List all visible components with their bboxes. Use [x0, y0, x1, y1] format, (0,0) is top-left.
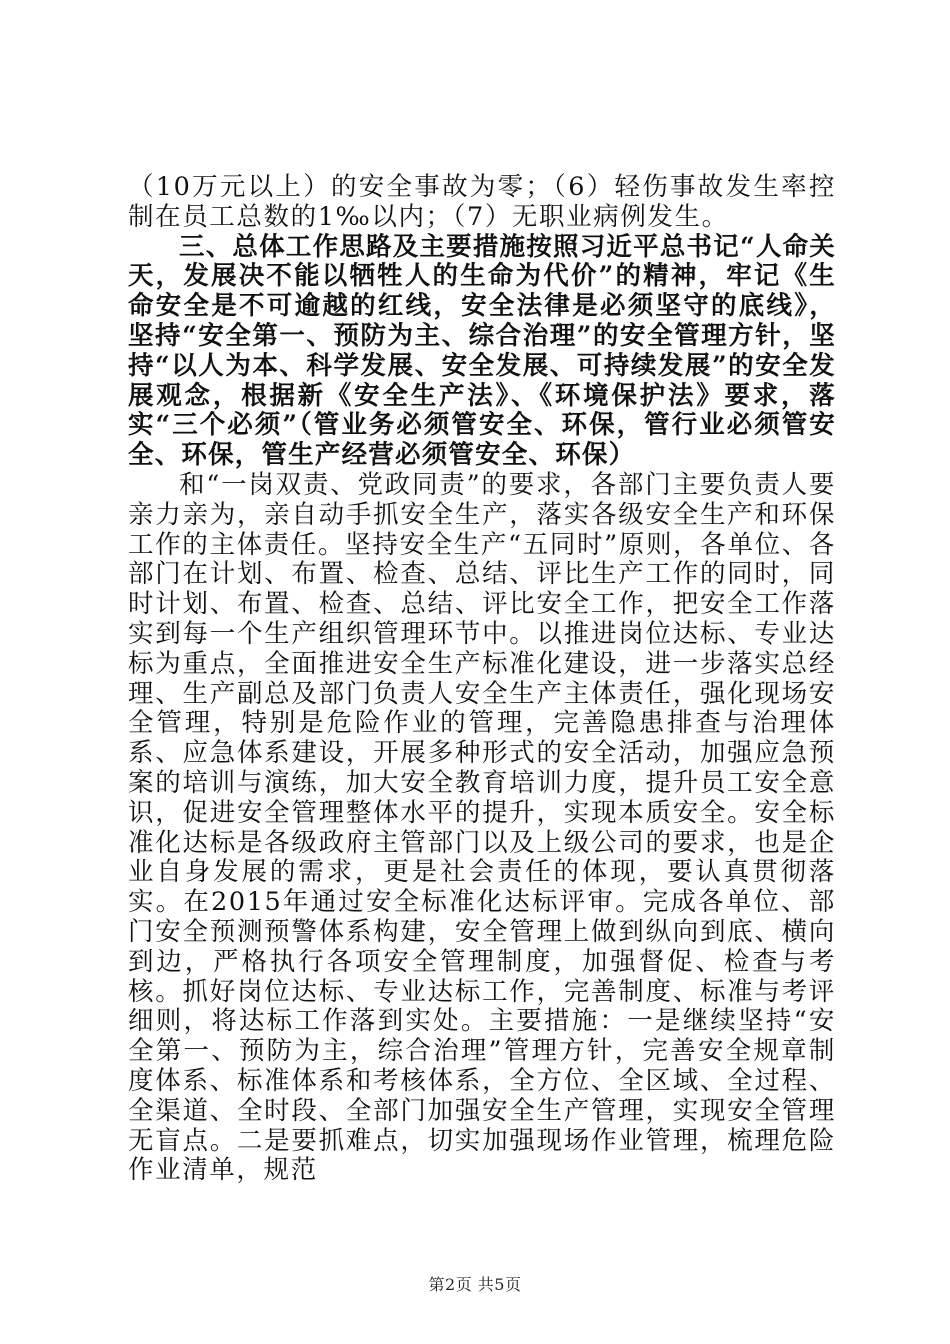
paragraph-measures: 和“一岗双责、党政同责”的要求，各部门主要负责人要亲力亲为，亲自动手抓安全生产，落实各级安全生产和环保工作的主体责任。坚持安全生产“五同时”原则，各单位、各部门在计划、布置、检查、总结、评比生产工作的同时，同时计划、布置、检查、总结、评比安全工作，把安全工作落实到每一个生产组织管理环节中。以推进岗位达标、专业达标为重点，全面推进安全生产标准化建设，进一步落实总经理、生产副总及部门负责人安全生产主体责任，强化现场安全管理，特别是危险作业的管理，完善隐患排查与治理体系、应急体系建设，开展多种形式的安全活动，加强应急预案的培训与演练，加大安全教育培训力度，提升员工安全意识，促进安全管理整体水平的提升，实现本质安全。安全标准化达标是各级政府主管部门以及上级公司的要求，也是企业自身发展的需求，更是社会责任的体现，要认真贯彻落实。在2015年通过安全标准化达标评审。完成各单位、部门安全预测预警体系构建，安全管理上做到纵向到底、横向到边，严格执行各项安全管理制度，加强督促、检查与考核。抓好岗位达标、专业达标工作，完善制度、标准与考评细则，将达标工作落到实处。主要措施：一是继续坚持“安全第一、预防为主，综合治理”管理方针，完善安全规章制度体系、标准体系和考核体系，全方位、全区域、全过程、全渠道、全时段、全部门加强安全生产管理，实现安全管理无盲点。二是要抓难点，切实加强现场作业管理，梳理危险作业清单，规范 — [128, 469, 836, 1186]
paragraph-section-three-heading: 三、总体工作思路及主要措施按照习近平总书记“人命关天，发展决不能以牺牲人的生命为代价”的精神，牢记《生命安全是不可逾越的红线，安全法律是必须坚守的底线》，坚持“安全第一、预防为主、综合治理”的安全管理方针，坚持“以人为本、科学发展、安全发展、可持续发展”的安全发展观念，根据新《安全生产法》、《环境保护法》要求，落实“三个必须”（管业务必须管安全、环保，管行业必须管安全、环保，管生产经营必须管安全、环保） — [128, 231, 836, 471]
document-body — [128, 173, 836, 1186]
paragraph-target-continuation: （10万元以上）的安全事故为零；（6）轻伤事故发生率控制在员工总数的1‰以内；（7）无职业病例发生。 — [128, 172, 836, 232]
page-footer: 第2页 共5页 — [428, 1275, 522, 1294]
